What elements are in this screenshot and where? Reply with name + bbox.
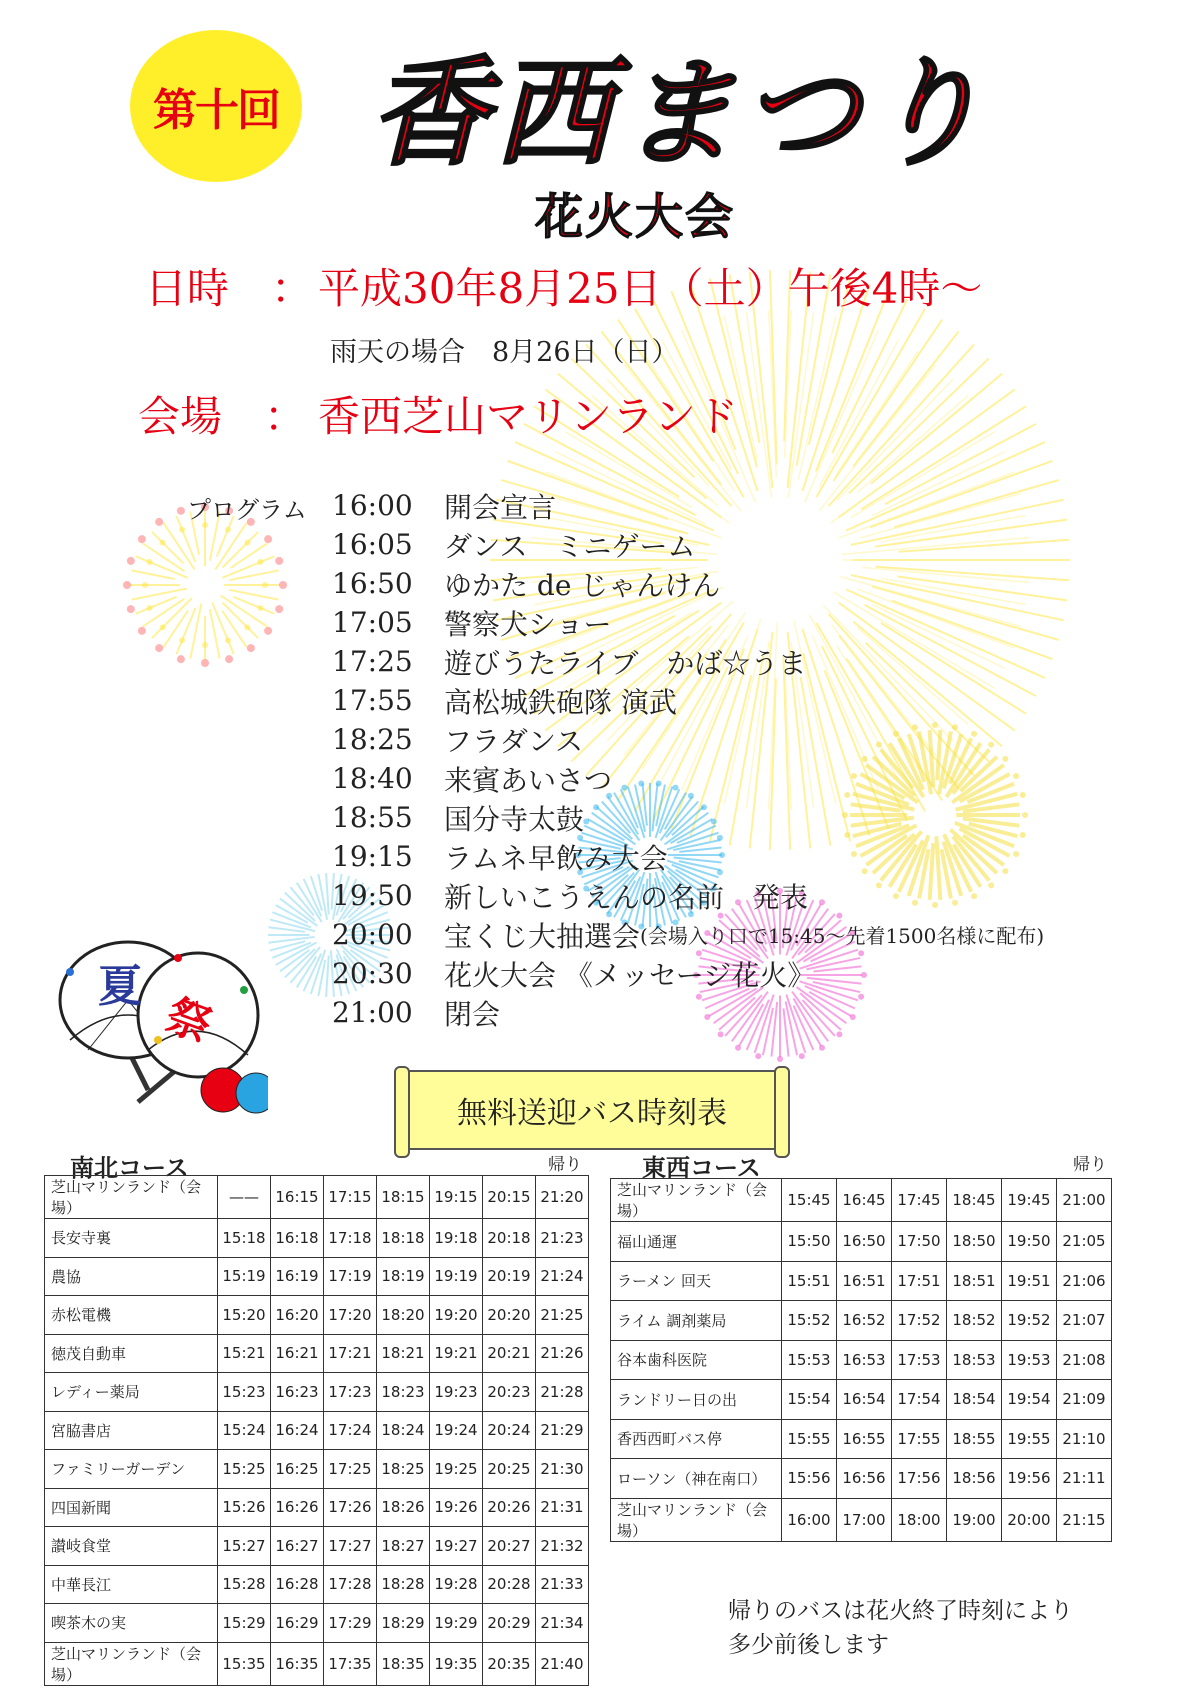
program-time: 20:00 [332,918,413,951]
bus-departure-time: 15:24 [218,1411,271,1450]
timetable-row [611,1179,1112,1222]
bus-departure-time: 15:28 [218,1565,271,1604]
bus-departure-time: 15:50 [782,1222,837,1262]
bus-stop-name: 香西西町バス停 [611,1419,782,1459]
bus-departure-time: 21:20 [536,1176,589,1219]
bus-departure-time: 18:45 [947,1179,1002,1222]
bus-departure-time: 19:53 [1002,1340,1057,1380]
venue-label: 会場 ： [138,392,307,441]
timetable-row [45,1488,589,1527]
bus-departure-time: 20:23 [483,1373,536,1412]
uchiwa-char-matsuri: 祭 [159,989,218,1053]
bus-departure-time: 16:51 [837,1261,892,1301]
bus-departure-time: 15:55 [782,1419,837,1459]
bus-departure-time: 15:35 [218,1642,271,1685]
bus-departure-time: 17:28 [324,1565,377,1604]
bus-departure-time: 20:35 [483,1642,536,1685]
bus-departure-time: 17:56 [892,1459,947,1499]
bus-departure-time: 21:28 [536,1373,589,1412]
bus-departure-time: 17:54 [892,1380,947,1420]
venue-value: 香西芝山マリンランド [318,392,739,441]
bus-departure-time: 18:52 [947,1301,1002,1341]
program-item [332,993,1044,1032]
program-item [332,837,1044,876]
bus-stop-name: 芝山マリンランド（会場） [45,1642,218,1685]
bus-departure-time: 19:23 [430,1373,483,1412]
timetable-row [45,1527,589,1566]
bus-departure-time: 19:55 [1002,1419,1057,1459]
bus-departure-time: 17:29 [324,1604,377,1643]
bus-departure-time: 15:21 [218,1334,271,1373]
bus-departure-time: 16:56 [837,1459,892,1499]
program-time: 18:55 [332,801,413,834]
bus-departure-time: 19:00 [947,1498,1002,1541]
program-time: 19:50 [332,879,413,912]
bus-note-line1: 帰りのバスは花火終了時刻により [728,1598,1073,1624]
program-time: 16:50 [332,567,413,600]
bus-departure-time: 21:24 [536,1257,589,1296]
timetable-row [45,1565,589,1604]
program-label: プログラム [187,496,307,524]
program-event: 警察犬ショー [444,607,612,641]
bus-departure-time: 16:26 [271,1488,324,1527]
ew-timetable [610,1178,1112,1542]
bus-departure-time: 17:24 [324,1411,377,1450]
ew-return-label: 帰り [1073,1155,1107,1175]
rain-date: 雨天の場合 8月26日（日） [330,337,679,368]
bus-departure-time: 20:28 [483,1565,536,1604]
firework-burst [130,510,280,660]
bus-departure-time: 17:35 [324,1642,377,1685]
bus-departure-time: 15:26 [218,1488,271,1527]
program-item [332,681,1044,720]
bus-departure-time: 18:00 [892,1498,947,1541]
date-label: 日時 ： [145,264,314,313]
bus-departure-time: 18:24 [377,1411,430,1450]
bus-stop-name: 喫茶木の実 [45,1604,218,1643]
timetable-row [45,1411,589,1450]
bus-departure-time: 19:20 [430,1296,483,1335]
ns-timetable [44,1175,589,1686]
program-time: 18:40 [332,762,413,795]
program-item [332,486,1044,525]
bus-departure-time: 15:23 [218,1373,271,1412]
bus-departure-time: 21:11 [1057,1459,1112,1499]
bus-departure-time: 15:25 [218,1450,271,1489]
bus-stop-name: 中華長江 [45,1565,218,1604]
edition-badge-text: 第十回 [153,85,279,136]
bus-departure-time: 16:20 [271,1296,324,1335]
timetable-row [45,1296,589,1335]
timetable-row [611,1380,1112,1420]
bus-departure-time: 21:25 [536,1296,589,1335]
bus-departure-time: 17:27 [324,1527,377,1566]
program-time: 17:05 [332,606,413,639]
timetable-row [45,1373,589,1412]
bus-departure-time: 21:26 [536,1334,589,1373]
festival-subtitle: 花火大会 [535,189,736,245]
bus-departure-time: 15:51 [782,1261,837,1301]
timetable-row [45,1257,589,1296]
bus-stop-name: ファミリーガーデン [45,1450,218,1489]
bus-stop-name: 四国新聞 [45,1488,218,1527]
bus-departure-time: 19:51 [1002,1261,1057,1301]
bus-departure-time: 18:26 [377,1488,430,1527]
bus-departure-time: 15:19 [218,1257,271,1296]
program-event: 新しいこうえんの名前 発表 [444,880,809,914]
bus-departure-time: 16:52 [837,1301,892,1341]
bus-departure-time: 21:07 [1057,1301,1112,1341]
bus-departure-time: 18:21 [377,1334,430,1373]
bus-departure-time: 21:30 [536,1450,589,1489]
program-item [332,915,1044,954]
bus-departure-time: 16:53 [837,1340,892,1380]
bus-departure-time: 19:27 [430,1527,483,1566]
bus-departure-time: 18:50 [947,1222,1002,1262]
festival-title: 香西まつり [370,43,991,182]
timetable-row [611,1459,1112,1499]
bus-departure-time: 21:33 [536,1565,589,1604]
bus-departure-time: 16:27 [271,1527,324,1566]
bus-departure-time: 19:25 [430,1450,483,1489]
bus-departure-time: 17:52 [892,1301,947,1341]
bus-departure-time: 17:20 [324,1296,377,1335]
program-item [332,603,1044,642]
bus-departure-time: 19:56 [1002,1459,1057,1499]
program-time: 21:00 [332,996,413,1029]
bus-departure-time: 18:53 [947,1340,1002,1380]
ns-course-name: 南北コース [70,1154,189,1182]
bus-departure-time: 15:56 [782,1459,837,1499]
program-time: 17:25 [332,645,413,678]
edition-badge [130,30,302,182]
bus-departure-time: 17:21 [324,1334,377,1373]
bus-departure-time: 15:53 [782,1340,837,1380]
program-event: ゆかた de じゃんけん [444,568,721,602]
program-event: 高松城鉄砲隊 演武 [444,685,677,719]
bus-departure-time: 16:35 [271,1642,324,1685]
bus-departure-time: 19:21 [430,1334,483,1373]
bus-stop-name: 徳茂自動車 [45,1334,218,1373]
timetable-row [611,1261,1112,1301]
bus-departure-time: 18:51 [947,1261,1002,1301]
program-time: 16:05 [332,528,413,561]
bus-departure-time: 21:15 [1057,1498,1112,1541]
bus-departure-time: 16:18 [271,1219,324,1258]
bus-stop-name: 農協 [45,1257,218,1296]
bus-departure-time: 20:18 [483,1219,536,1258]
bus-departure-time: 18:55 [947,1419,1002,1459]
bus-departure-time: 20:25 [483,1450,536,1489]
bus-departure-time: 19:26 [430,1488,483,1527]
program-event: 開会宣言 [444,490,557,524]
bus-departure-time: 19:19 [430,1257,483,1296]
bus-departure-time: 17:18 [324,1219,377,1258]
bus-departure-time: 20:24 [483,1411,536,1450]
bus-departure-time: 21:34 [536,1604,589,1643]
bus-departure-time: 16:28 [271,1565,324,1604]
bus-departure-time: 21:29 [536,1411,589,1450]
program-item [332,759,1044,798]
program-event: 遊びうたライブ かば☆うま [444,646,807,680]
bus-departure-time: 18:29 [377,1604,430,1643]
bus-departure-time: 19:18 [430,1219,483,1258]
program-item [332,564,1044,603]
bus-departure-time: 17:00 [837,1498,892,1541]
ns-return-label: 帰り [548,1155,582,1175]
timetable-row [45,1219,589,1258]
bus-departure-time: 18:27 [377,1527,430,1566]
bus-departure-time: 20:29 [483,1604,536,1643]
bus-departure-time: 16:00 [782,1498,837,1541]
bus-departure-time: 19:24 [430,1411,483,1450]
timetable-row [611,1498,1112,1541]
bus-departure-time: —— [218,1176,271,1219]
bus-departure-time: 17:15 [324,1176,377,1219]
timetable-row [611,1301,1112,1341]
bus-departure-time: 16:45 [837,1179,892,1222]
bus-stop-name: ライム 調剤薬局 [611,1301,782,1341]
bus-departure-time: 19:29 [430,1604,483,1643]
bus-stop-name: 芝山マリンランド（会場） [611,1179,782,1222]
program-event: 閉会 [444,997,501,1031]
program-event: ダンス ミニゲーム [444,529,696,563]
bus-departure-time: 17:25 [324,1450,377,1489]
bus-departure-time: 16:50 [837,1222,892,1262]
bus-departure-time: 20:00 [1002,1498,1057,1541]
bus-departure-time: 16:15 [271,1176,324,1219]
timetable-row [611,1419,1112,1459]
bus-departure-time: 16:25 [271,1450,324,1489]
bus-departure-time: 19:28 [430,1565,483,1604]
program-item [332,525,1044,564]
program-note: (会場入り口で15:45～先着1500名様に配布) [640,924,1045,948]
bus-departure-time: 19:15 [430,1176,483,1219]
program-item [332,720,1044,759]
date-value: 平成30年8月25日（土）午後4時～ [318,264,983,313]
program-time: 17:55 [332,684,413,717]
bus-departure-time: 18:25 [377,1450,430,1489]
bus-departure-time: 21:10 [1057,1419,1112,1459]
bus-departure-time: 15:54 [782,1380,837,1420]
bus-departure-time: 15:52 [782,1301,837,1341]
bus-departure-time: 20:21 [483,1334,536,1373]
bus-departure-time: 19:54 [1002,1380,1057,1420]
uchiwa-fans-illustration [48,930,268,1130]
bus-departure-time: 18:20 [377,1296,430,1335]
timetable-row [611,1340,1112,1380]
bus-stop-name: 福山通運 [611,1222,782,1262]
bus-departure-time: 18:56 [947,1459,1002,1499]
ew-course-name: 東西コース [642,1154,761,1182]
bus-departure-time: 21:40 [536,1642,589,1685]
bus-schedule-title [400,1070,784,1150]
bus-departure-time: 21:06 [1057,1261,1112,1301]
timetable-row [45,1642,589,1685]
program-event: 来賓あいさつ [444,763,613,797]
bus-departure-time: 21:31 [536,1488,589,1527]
bus-departure-time: 16:21 [271,1334,324,1373]
bus-departure-time: 17:51 [892,1261,947,1301]
bus-departure-time: 16:24 [271,1411,324,1450]
bus-departure-time: 17:53 [892,1340,947,1380]
program-time: 20:30 [332,957,413,990]
bus-stop-name: レディー薬局 [45,1373,218,1412]
program-event: 国分寺太鼓 [444,802,585,836]
bus-departure-time: 16:23 [271,1373,324,1412]
program-list [332,486,1044,1032]
bus-departure-time: 20:15 [483,1176,536,1219]
program-item [332,642,1044,681]
program-event: 花火大会 《メッセージ花火》 [444,958,816,992]
program-time: 19:15 [332,840,413,873]
bus-departure-time: 21:05 [1057,1222,1112,1262]
bus-departure-time: 15:45 [782,1179,837,1222]
bus-departure-time: 16:29 [271,1604,324,1643]
bus-departure-time: 21:08 [1057,1340,1112,1380]
bus-schedule-title-text: 無料送迎バス時刻表 [457,1096,727,1131]
bus-departure-time: 19:50 [1002,1222,1057,1262]
program-time: 16:00 [332,489,413,522]
timetable-row [45,1450,589,1489]
program-item [332,876,1044,915]
bus-departure-time: 17:26 [324,1488,377,1527]
bus-departure-time: 17:50 [892,1222,947,1262]
bus-departure-time: 16:54 [837,1380,892,1420]
bus-departure-time: 18:28 [377,1565,430,1604]
bus-departure-time: 15:29 [218,1604,271,1643]
bus-stop-name: 讃岐食堂 [45,1527,218,1566]
bus-departure-time: 17:19 [324,1257,377,1296]
bus-departure-time: 15:18 [218,1219,271,1258]
bus-stop-name: 谷本歯科医院 [611,1340,782,1380]
program-item [332,954,1044,993]
bus-departure-time: 20:19 [483,1257,536,1296]
bus-departure-time: 19:52 [1002,1301,1057,1341]
bus-stop-name: 赤松電機 [45,1296,218,1335]
timetable-row [45,1176,589,1219]
bus-stop-name: ラーメン 回天 [611,1261,782,1301]
bus-note [728,1594,1073,1662]
program-event: 宝くじ大抽選会 [444,919,641,953]
uchiwa-char-natsu: 夏 [98,961,142,1012]
bus-departure-time: 18:18 [377,1219,430,1258]
timetable-row [45,1604,589,1643]
timetable-row [611,1222,1112,1262]
bus-departure-time: 18:15 [377,1176,430,1219]
bus-departure-time: 20:20 [483,1296,536,1335]
bus-departure-time: 21:32 [536,1527,589,1566]
bus-note-line2: 多少前後します [728,1632,889,1658]
bus-departure-time: 17:23 [324,1373,377,1412]
bus-stop-name: ローソン（神在南口） [611,1459,782,1499]
bus-stop-name: 芝山マリンランド（会場） [45,1176,218,1219]
bus-stop-name: 長安寺裏 [45,1219,218,1258]
bus-stop-name: ランドリー日の出 [611,1380,782,1420]
bus-departure-time: 18:35 [377,1642,430,1685]
bus-departure-time: 18:54 [947,1380,1002,1420]
bus-departure-time: 15:20 [218,1296,271,1335]
bus-departure-time: 21:09 [1057,1380,1112,1420]
bus-departure-time: 16:19 [271,1257,324,1296]
bus-departure-time: 17:45 [892,1179,947,1222]
bus-departure-time: 16:55 [837,1419,892,1459]
program-event: フラダンス [444,724,584,758]
bus-stop-name: 宮脇書店 [45,1411,218,1450]
bus-departure-time: 21:23 [536,1219,589,1258]
bus-departure-time: 19:35 [430,1642,483,1685]
bus-departure-time: 18:19 [377,1257,430,1296]
bus-stop-name: 芝山マリンランド（会場） [611,1498,782,1541]
timetable-row [45,1334,589,1373]
program-item [332,798,1044,837]
bus-departure-time: 15:27 [218,1527,271,1566]
bus-departure-time: 17:55 [892,1419,947,1459]
bus-departure-time: 19:45 [1002,1179,1057,1222]
bus-departure-time: 20:26 [483,1488,536,1527]
program-event: ラムネ早飲み大会 [444,841,668,875]
bus-departure-time: 21:00 [1057,1179,1112,1222]
bus-departure-time: 18:23 [377,1373,430,1412]
bus-departure-time: 20:27 [483,1527,536,1566]
program-time: 18:25 [332,723,413,756]
